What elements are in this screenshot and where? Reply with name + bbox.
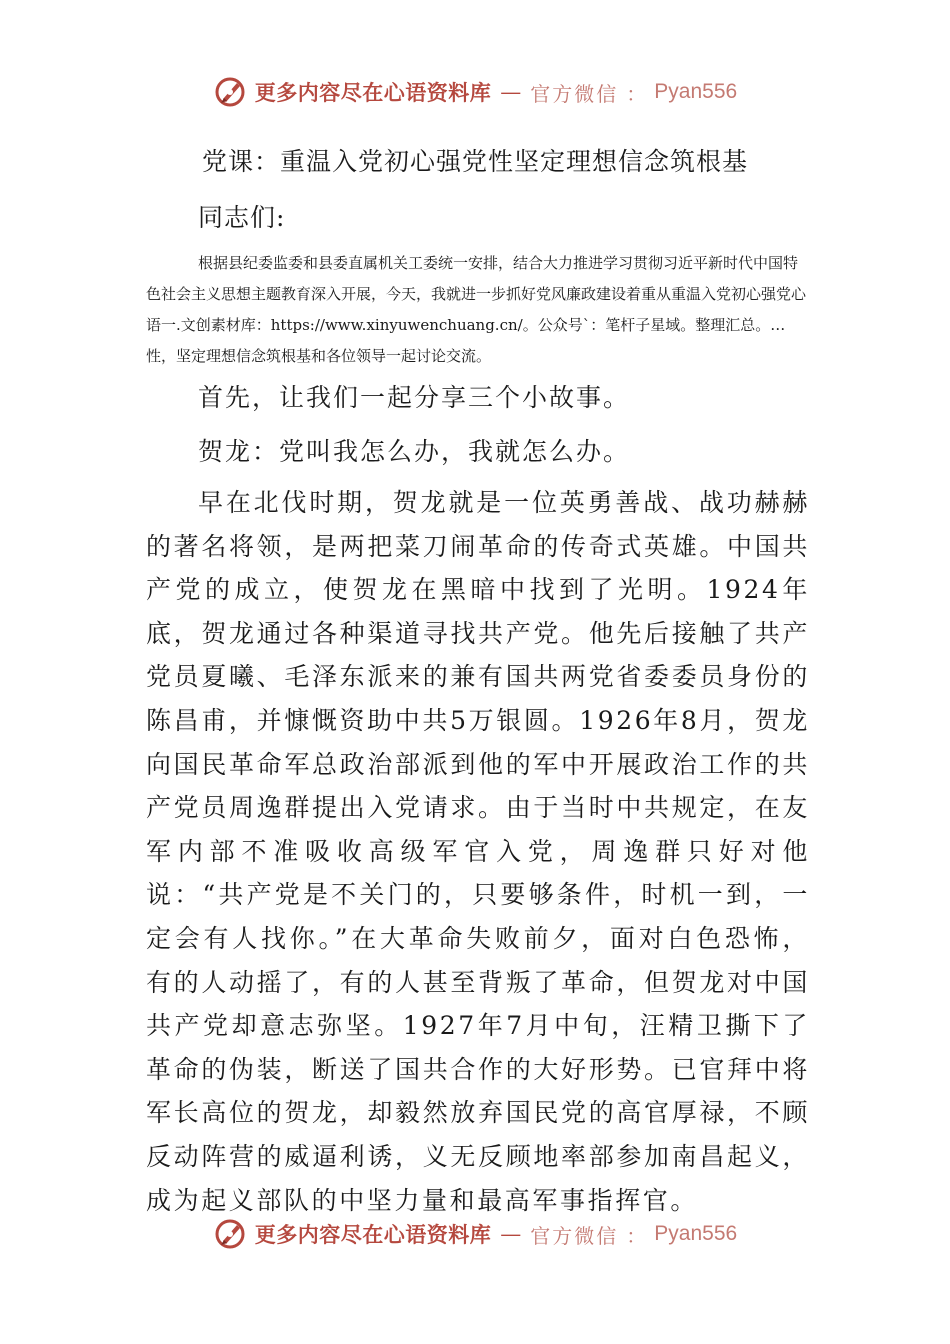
paragraph-story-heading: 贺龙：党叫我怎么办，我就怎么办。 bbox=[198, 437, 631, 466]
banner-separator: ： bbox=[626, 81, 647, 106]
banner-sub-text: 官方微信 bbox=[530, 1223, 619, 1248]
banner-wechat-id: Pyan556 bbox=[654, 1222, 738, 1245]
intro-paragraph: 根据县纪委监委和县委直属机关工委统一安排，结合大力推进学习贯彻习近平新时代中国特色社会主义思想主题教育深入开展，今天，我就进一步抓好党风廉政建设着重从重温入党初心强党心语一.文创素材库：https://www.xinyuwenchuang.cn/。公众号`：笔杆子星域。整理汇总。…性，坚定理想信念筑根基和各位领导一起讨论交流。 bbox=[146, 254, 807, 365]
banner-content bbox=[213, 1217, 737, 1251]
pen-logo-icon bbox=[213, 1217, 247, 1251]
banner-main-text: 更多内容尽在心语资料库 bbox=[254, 1222, 492, 1247]
paragraph-helong-story: 早在北伐时期，贺龙就是一位英勇善战、战功赫赫的著名将领，是两把菜刀闹革命的传奇式英雄。中国共产党的成立，使贺龙在黑暗中找到了光明。1924年底，贺龙通过各种渠道寻找共产党。他先后接触了共产党员夏曦、毛泽东派来的兼有国共两党省委委员身份的陈昌甫，并慷慨资助中共5万银圆。1926年8月，贺龙向国民革命军总政治部派到他的军中开展政治工作的共产党员周逸群提出入党请求。由于当时中共规定，在友军内部不准吸收高级军官入党，周逸群只好对他说：“共产党是不关门的，只要够条件，时机一到，一定会有人找你。”在大革命失败前夕，面对白色恐怖，有的人动摇了，有的人甚至背叛了革命，但贺龙对中国共产党却意志弥坚。1927年7月中旬，汪精卫撕下了革命的伪装，断送了国共合作的大好形势。已官拜中将军长高位的贺龙，却毅然放弃国民党的高官厚禄，不顾反动阵营的威逼利诱，义无反顾地率部参加南昌起义，成为起义部队的中坚力量和最高军事指挥官。 bbox=[146, 488, 810, 1215]
banner-main-text: 更多内容尽在心语资料库 bbox=[254, 80, 492, 105]
banner-content bbox=[213, 75, 737, 109]
paragraph-stories-intro: 首先，让我们一起分享三个小故事。 bbox=[198, 383, 631, 412]
greeting: 同志们: bbox=[198, 203, 286, 232]
banner-separator: ： bbox=[626, 1223, 647, 1248]
document-title: 党课：重温入党初心强党性坚定理想信念筑根基 bbox=[201, 147, 748, 176]
banner-sub-text: 官方微信 bbox=[530, 81, 619, 106]
banner-dash: — bbox=[500, 80, 522, 104]
banner-dash: — bbox=[500, 1222, 522, 1246]
header-banner bbox=[0, 72, 950, 112]
banner-wechat-id: Pyan556 bbox=[654, 80, 738, 103]
footer-banner bbox=[0, 1214, 950, 1254]
pen-logo-icon bbox=[213, 75, 247, 109]
